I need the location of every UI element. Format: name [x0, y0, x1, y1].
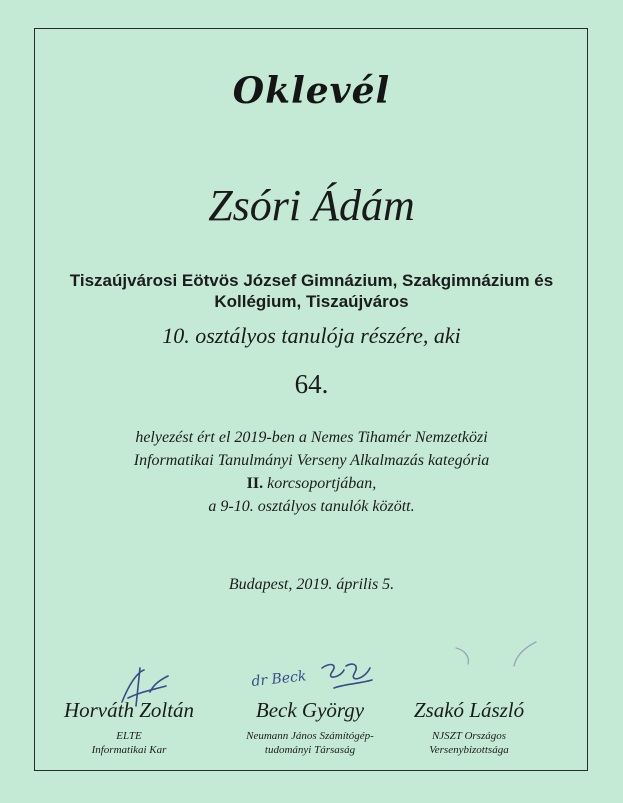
signatory-name: Zsakó László [413, 698, 525, 722]
rank-value: 64. [294, 369, 329, 399]
signatory-name: Beck György [255, 698, 365, 722]
age-group-number: II. [246, 475, 264, 492]
svg-text:dr Beck: dr Beck [250, 668, 308, 690]
signatory-horvath [55, 698, 203, 757]
signatory-name: Horváth Zoltán [63, 698, 195, 722]
signatory-zsako [395, 698, 543, 757]
signatory-org-line-1: ELTE [116, 730, 142, 742]
signatory-org-line-1: Neumann János Számítógép- [246, 730, 374, 742]
signatory-org-line-2: Versenybizottsága [429, 744, 509, 756]
signatory-org-line-2: Informatikai Kar [91, 744, 167, 756]
signatory-org-line-1: NJSZT Országos [431, 730, 507, 742]
achievement-line-1: helyezést ért el 2019-ben a Nemes Tihamér Nemzetközi [135, 429, 488, 446]
signature-zsako [450, 636, 550, 676]
achievement-line-2: Informatikai Tanulmányi Verseny Alkalmazás kategória [133, 452, 490, 469]
age-group-label: korcsoportjában, [263, 475, 377, 492]
achievement-line-4: a 9-10. osztályos tanulók között. [208, 498, 415, 515]
certificate-title: Oklevél [232, 70, 391, 112]
recipient-name: Zsóri Ádám [208, 181, 415, 230]
signatory-org-line-2: tudományi Társaság [264, 744, 356, 756]
date-place: Budapest, 2019. április 5. [228, 576, 395, 593]
school-line-2: Kollégium, Tiszaújváros [214, 292, 409, 311]
intro-text: 10. osztályos tanulója részére, aki [162, 323, 461, 348]
school-name [0, 270, 623, 312]
achievement-text [0, 426, 623, 518]
signature-beck [248, 658, 378, 698]
achievement-line-3 [0, 472, 623, 495]
signatory-beck [221, 698, 399, 757]
school-line-1: Tiszaújvárosi Eötvös József Gimnázium, Szakgimnázium és [69, 271, 554, 290]
